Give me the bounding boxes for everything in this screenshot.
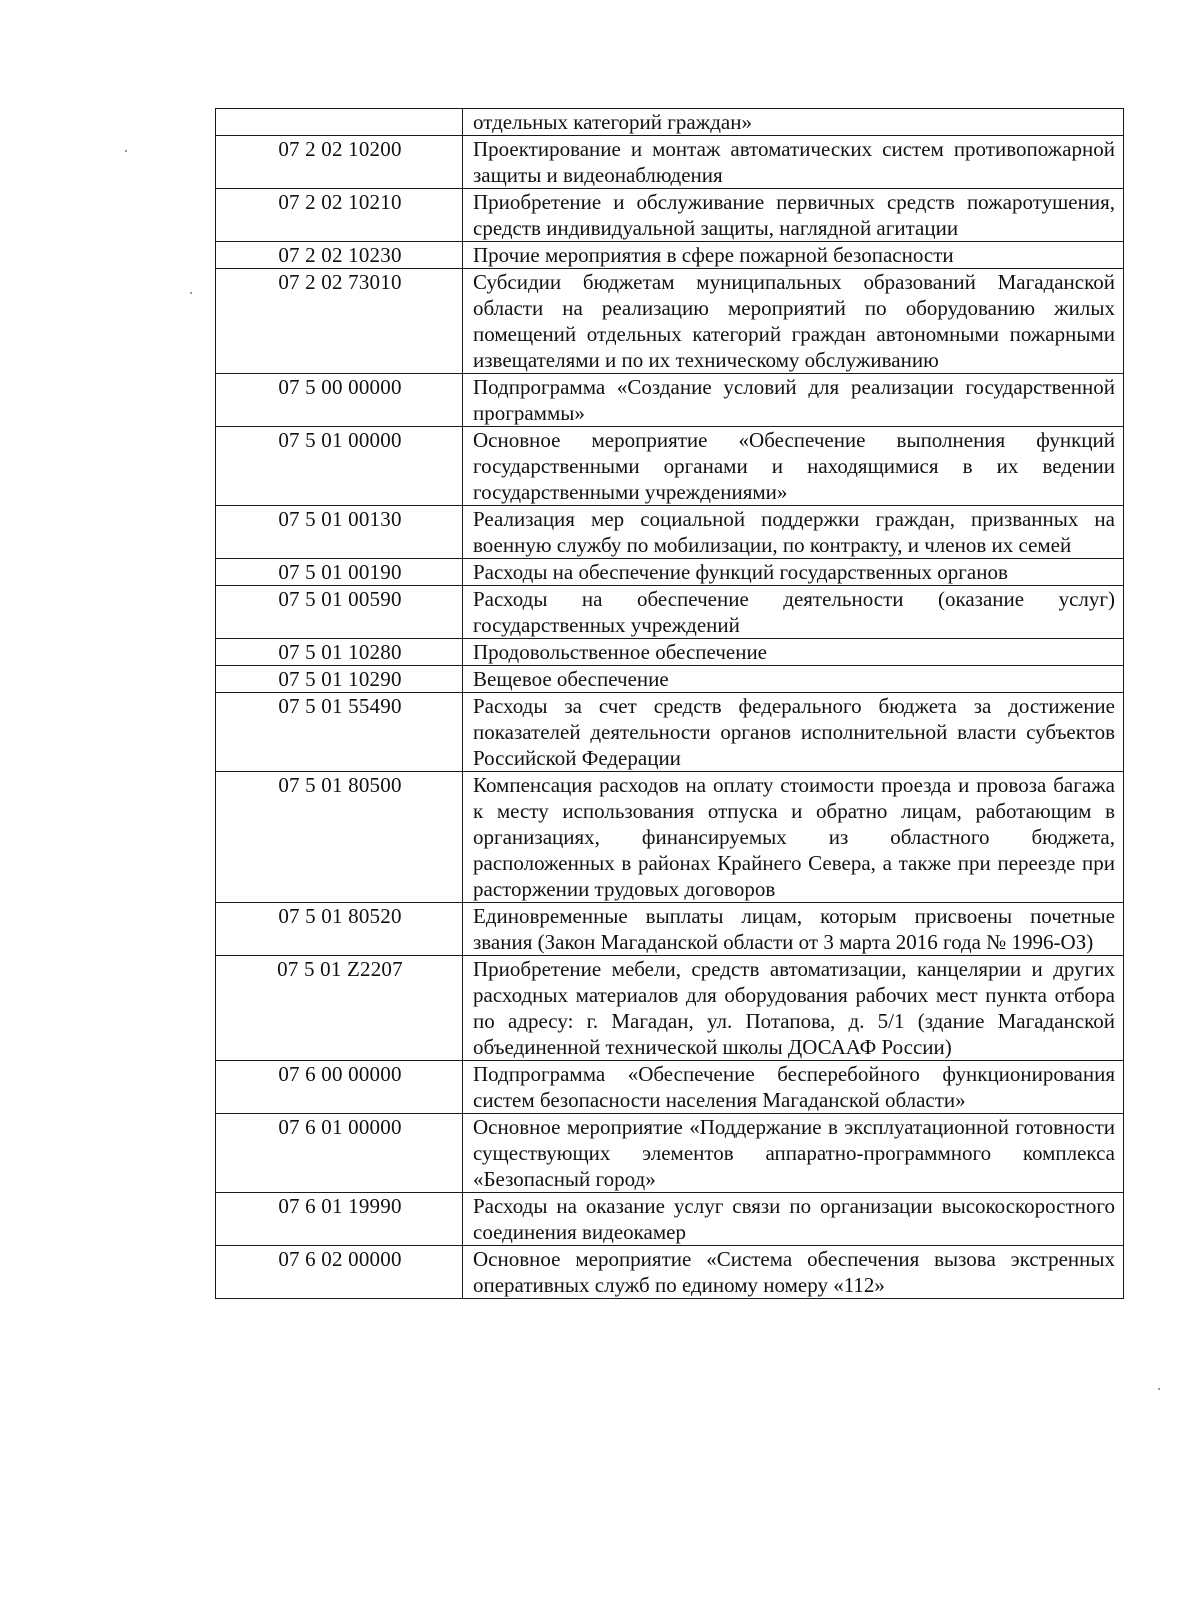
row-name: Единовременные выплаты лицам, которым присвоены почетные звания (Закон Магаданской области от 3 марта 2016 года № 1996-ОЗ) — [463, 903, 1124, 956]
row-code: 07 6 00 00000 — [216, 1061, 463, 1114]
table-row — [216, 1246, 1124, 1299]
row-name: Основное мероприятие «Обеспечение выполнения функций государственными органами и находящимися в их ведении государственными учреждениями» — [463, 427, 1124, 506]
row-code: 07 5 01 00590 — [216, 586, 463, 639]
row-code: 07 5 01 80520 — [216, 903, 463, 956]
row-code: 07 2 02 10210 — [216, 189, 463, 242]
row-name: Компенсация расходов на оплату стоимости проезда и провоза багажа к месту использования отпуска и обратно лицам, работающим в организациях, финансируемых из областного бюджета, расположенных в районах Крайнего Севера, а также при переезде при расторжении трудовых договоров — [463, 772, 1124, 903]
row-name: Приобретение и обслуживание первичных средств пожаротушения, средств индивидуальной защиты, наглядной агитации — [463, 189, 1124, 242]
table-row — [216, 109, 1124, 136]
table-row — [216, 666, 1124, 693]
row-code — [216, 109, 463, 136]
row-name: Подпрограмма «Создание условий для реализации государственной программы» — [463, 374, 1124, 427]
row-code: 07 5 01 00130 — [216, 506, 463, 559]
row-name: Реализация мер социальной поддержки граждан, призванных на военную службу по мобилизации, по контракту, и членов их семей — [463, 506, 1124, 559]
row-code: 07 2 02 10230 — [216, 242, 463, 269]
table-row — [216, 559, 1124, 586]
row-code: 07 2 02 10200 — [216, 136, 463, 189]
table-row — [216, 903, 1124, 956]
row-name: Основное мероприятие «Поддержание в эксплуатационной готовности существующих элементов аппаратно-программного комплекса «Безопасный город» — [463, 1114, 1124, 1193]
row-name: Приобретение мебели, средств автоматизации, канцелярии и других расходных материалов для оборудования рабочих мест пункта отбора по адресу: г. Магадан, ул. Потапова, д. 5/1 (здание Магаданской объединенной технической школы ДОСААФ России) — [463, 956, 1124, 1061]
row-code: 07 5 00 00000 — [216, 374, 463, 427]
row-code: 07 5 01 10280 — [216, 639, 463, 666]
row-code: 07 5 01 55490 — [216, 693, 463, 772]
table-row — [216, 1114, 1124, 1193]
table-row — [216, 242, 1124, 269]
table-row — [216, 136, 1124, 189]
row-code: 07 6 01 19990 — [216, 1193, 463, 1246]
table-row — [216, 427, 1124, 506]
row-name: Расходы за счет средств федерального бюджета за достижение показателей деятельности органов исполнительной власти субъектов Российской Федерации — [463, 693, 1124, 772]
row-name: Проектирование и монтаж автоматических систем противопожарной защиты и видеонаблюдения — [463, 136, 1124, 189]
budget-classification-table — [215, 108, 1124, 1299]
row-code: 07 5 01 Z2207 — [216, 956, 463, 1061]
row-code: 07 5 01 00190 — [216, 559, 463, 586]
row-name: Расходы на обеспечение функций государственных органов — [463, 559, 1124, 586]
scan-speck — [125, 150, 127, 152]
table-row — [216, 586, 1124, 639]
table-row — [216, 956, 1124, 1061]
row-name: Продовольственное обеспечение — [463, 639, 1124, 666]
row-name: Вещевое обеспечение — [463, 666, 1124, 693]
table-row — [216, 1193, 1124, 1246]
table-row — [216, 1061, 1124, 1114]
row-code: 07 5 01 10290 — [216, 666, 463, 693]
table-row — [216, 269, 1124, 374]
row-name: отдельных категорий граждан» — [463, 109, 1124, 136]
table-body — [216, 109, 1124, 1299]
scan-speck — [190, 292, 192, 294]
table-row — [216, 374, 1124, 427]
row-name: Основное мероприятие «Система обеспечения вызова экстренных оперативных служб по единому номеру «112» — [463, 1246, 1124, 1299]
table-row — [216, 189, 1124, 242]
row-name: Расходы на оказание услуг связи по организации высокоскоростного соединения видеокамер — [463, 1193, 1124, 1246]
row-code: 07 6 02 00000 — [216, 1246, 463, 1299]
row-code: 07 2 02 73010 — [216, 269, 463, 374]
table-row — [216, 639, 1124, 666]
row-name: Прочие мероприятия в сфере пожарной безопасности — [463, 242, 1124, 269]
row-code: 07 5 01 00000 — [216, 427, 463, 506]
scan-speck — [1158, 1388, 1160, 1390]
table-row — [216, 693, 1124, 772]
row-name: Подпрограмма «Обеспечение бесперебойного функционирования систем безопасности населения Магаданской области» — [463, 1061, 1124, 1114]
row-code: 07 5 01 80500 — [216, 772, 463, 903]
row-name: Расходы на обеспечение деятельности (оказание услуг) государственных учреждений — [463, 586, 1124, 639]
row-code: 07 6 01 00000 — [216, 1114, 463, 1193]
row-name: Субсидии бюджетам муниципальных образований Магаданской области на реализацию мероприятий по оборудованию жилых помещений отдельных категорий граждан автономными пожарными извещателями и по их техническому обслуживанию — [463, 269, 1124, 374]
table-row — [216, 772, 1124, 903]
table-row — [216, 506, 1124, 559]
